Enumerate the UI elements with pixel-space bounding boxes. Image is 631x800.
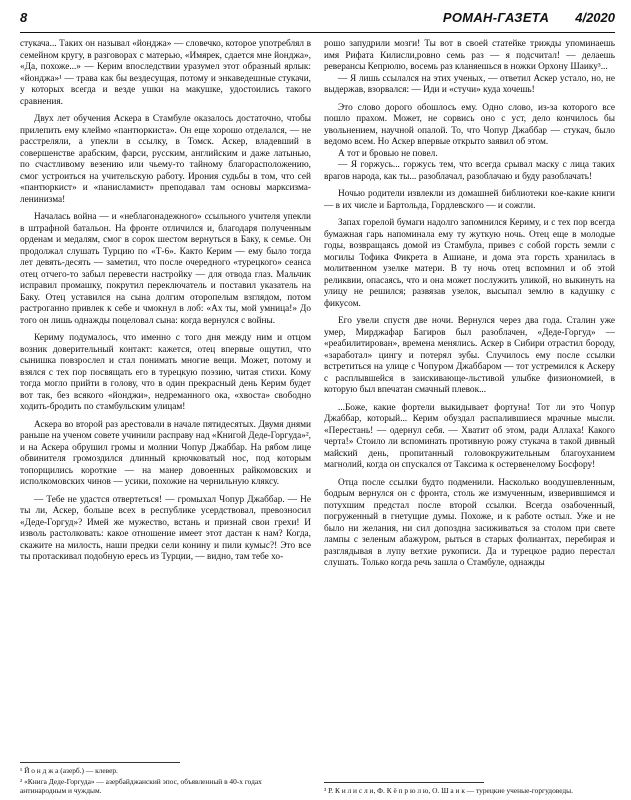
paragraph: Его увели спустя две ночи. Вернулся через два года. Сталин уже умер, Мирджафар Багиров был разоблачен, «Деде-Горгуд» — «реабилитирован», времена менялись. Аскер в Сибири отрастил бороду, «заработал» цингу и потерял зубы. Случилось ему после ссылки встретиться на улице с Чопуром Джаббаром — тот устремился к Аскеру с расплывшейся в заискивающе-льстивой улыбке физиономией, в которую был впечатан смачный плевок...	[324, 316, 615, 395]
footnote: ³ Р. К и л и с л и, Ф. К ё п р ю л ю, О. Ш а и к — турецкие ученые-горгудоведы.	[324, 785, 573, 795]
text-columns	[20, 39, 615, 796]
left-footnotes	[20, 762, 311, 796]
left-column	[20, 39, 311, 796]
footnote: ¹ Й о н д ж а (азерб.) — клевер.	[20, 766, 118, 776]
right-column	[324, 39, 615, 796]
paragraph: Аскера во второй раз арестовали в начале пятидесятых. Двумя днями раньше на ученом совете учинили расправу над «Книгой Деде-Горгуда»², и на Аскера обрушил громы и молнии Чопур Джаббар. На рябом лице обвинителя громоздился длинный крючковатый нос, под которым топорщились короткие — на манер довоенных райкомовских и исполкомовских чинов — усики, похожие на чернильную кляксу.	[20, 419, 311, 487]
paragraph: — Я горжусь... горжусь тем, что всегда срывал маску с лица таких врагов народа, как ты... разоблачал, разоблачаю и буду разоблачать!	[324, 160, 615, 182]
right-footnotes	[324, 782, 615, 796]
paragraph: Двух лет обучения Аскера в Стамбуле оказалось достаточно, чтобы прилепить ему клеймо «пантюркиста». Он еще хорошо отделался, — не расстреляли, а упекли в ссылку, в Томск. Аскер, владевший в совершенстве арабским, фарси, русским, английским и даже латынью, по счастливому везению или чьему-то тайному благорасположению, смог устроиться на учительскую работу. Ирония судьбы в том, что сей «пантюркист» и «панисламист» преподавал там основы марксизма-ленинизма!	[20, 114, 311, 205]
paragraph: Началась война — и «неблагонадежного» ссыльного учителя упекли в штрафной батальон. На фронте отличился и, благодаря полученным орденам и медалям, смог в сорок шестом вернуться в Баку, к семье. Он продолжал слушать Турцию по «Т-6». Както Керим — ему было тогда лет девять-десять — заметил, что после очередного «турецкого» сеанса отец отчего-то забыл перевести настройку — для отвода глаз. Мальчик исправил промашку, покрутил переключатель и поставил указатель на Баку. Отец уставился на сына долгим оторопелым взглядом, потом растроганно привлек к себе и чмокнул в лоб: «Ах ты, мой умница!» До того он лишь однажды поцеловал сына: когда вернулся с войны.	[20, 212, 311, 326]
paragraph: — Я лишь ссылался на этих ученых, — ответил Аскер устало, но, не выдержав, взорвался: — Иди и «стучи» куда хочешь!	[324, 73, 615, 95]
paragraph: Это слово дорого обошлось ему. Одно слово, из-за которого все пошло прахом. Может, не сорвись оно с уст, дело кончилось бы увольнением, научной опалой. То, что Чопур Джаббар — стукач, было ведомо всем. Но Аскер впервые открыто заявил об этом.	[324, 102, 615, 147]
issue-number: 4/2020	[575, 10, 615, 25]
paragraph: Отца после ссылки будто подменили. Насколько воодушевленным, бодрым вернулся он с фронта, столь же измученным, изверившимся и потухшим предстал после второй ссылки. Всегда озабоченный, погруженный в гнетущие думы. Похоже, и к работе остыл. Уже и не было ни желания, ни сил допоздна засиживаться за столом при свете лампы с зеленым абажуром, рыться в старых фолиантах, перебирая и разглядывая в лупу ветхие рукописи. Да и турецкое радио перестал слушать. Только когда речь зашла о Стамбуле, однажды	[324, 477, 615, 568]
paragraph: А тот и бровью не повел.	[338, 148, 438, 159]
footnote: ² «Книга Деде-Горгуда» — азербайджанский эпос, объявленный в 40-х годах антинародным и чуждым.	[20, 776, 262, 795]
page-number: 8	[20, 10, 28, 25]
paragraph: Запах горелой бумаги надолго запомнился Кериму, и с тех пор всегда бумажная гарь напоминала ему ту жуткую ночь. Отец еще в молодые годы, возвращаясь домой из Стамбула, привез с собой горсть земли с могилы Тофика Фикрета в Ашиане, и дома эта горсть хранилась в молитвенном узелке матери. В ту ночь отец вспомнил и об этой реликвии, опасаясь, что и она может послужить уликой, но выкинуть на улицу не решился; развязав узелок, высыпал землю в кадушку с фикусом.	[324, 218, 615, 309]
paragraph: рошо запудрили мозги! Ты вот в своей статейке трижды упоминаешь имя Рифата Килисли,ровно семь раз — я подсчитал! — делаешь реверансы Кепрюлю, восемь раз кланяешься в ножки Орхону Шаику³...	[324, 39, 615, 72]
page-header	[20, 10, 615, 33]
magazine-title: РОМАН-ГАЗЕТА	[442, 10, 550, 25]
paragraph: стукача... Таких он называл «йонджа» — словечко, которое употреблял в семейном кругу, в разговорах с матерью, «Имярек, сдается мне йонджа», «Да, похоже...» — Керим впоследствии уразумел этот образный ярлык: «йонджа»¹ — трава как бы вездесущая, потому и энкаведешные стукачи, у которых всегда и везде ушки на макушке, удостоились такого сравнения.	[20, 39, 311, 107]
paragraph: Ночью родители извлекли из домашней библиотеки кое-какие книги — в их числе и Бартольда, Гордлевского — и сожгли.	[324, 189, 615, 211]
paragraph: Кериму подумалось, что именно с того дня между ним и отцом возник доверительный контакт: кажется, отец впервые ощутил, что сынишка повзрослел и стал понимать многие вещи. Может, потому и взялся с тех пор посвящать его в турецкую поэзию, читая стихи. Кому тогда могло прийти в голову, что в один прекрасный день Керим будет вот так, без всякого «йонджи», недреманного ока, «хвоста» свободно ходить-бродить по стамбульским улицам!	[20, 333, 311, 412]
paragraph: — Тебе не удастся отвертеться! — громыхал Чопур Джаббар. — Не ты ли, Аскер, больше всех в республике усердствовал, превозносил «Деде-Горгуд»? Имей же мужество, встань и признай свои грехи! И изволь растолковать: какое отношение имеет этот дастан к нам? Когда, скажите на милость, наши предки сели конину и пили кумыс?! Это все ты протаскивал подобную ересь из Турции, — видно, там тебе хо-	[20, 494, 311, 562]
right-column-text	[324, 39, 615, 782]
left-column-text	[20, 39, 311, 762]
paragraph: ...Боже, какие фортели выкидывает фортуна! Тот ли это Чопур Джаббар, который... Керим обуздал распалившиеся мрачные мысли. «Перестань! — одернул себя. — Хватит об этом, ради Аллаха! Какого черта!» Стоило ли вспоминать противную рожу стукача в такой дивный майский день, пропитанный головокружительным благоуханием магнолий, когда он спускался от Таксима к остервенелому Босфору!	[324, 402, 615, 470]
